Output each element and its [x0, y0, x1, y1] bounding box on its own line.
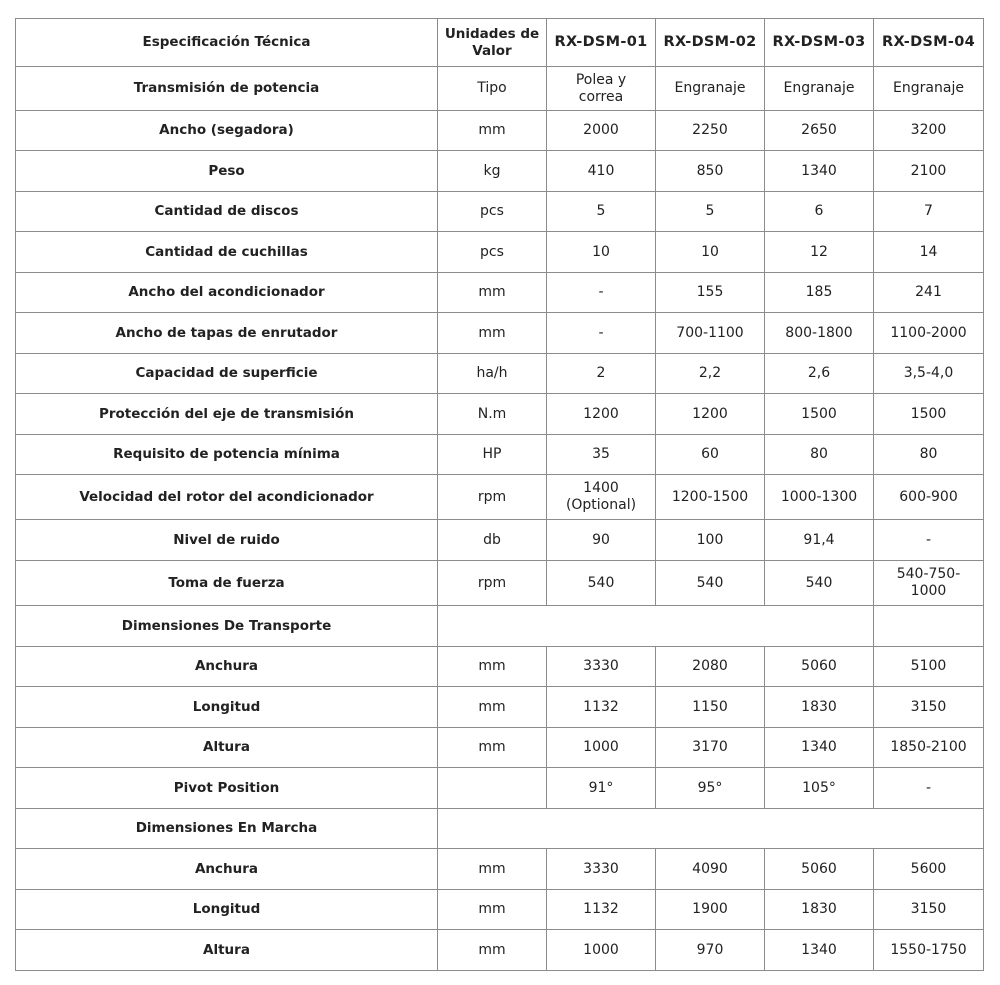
row-value: 1150: [656, 687, 765, 728]
row-value: 2100: [874, 151, 984, 192]
row-value: Polea y correa: [547, 67, 656, 111]
row-unit: pcs: [438, 232, 547, 273]
row-value: 91,4: [765, 520, 874, 561]
row-value: 700-1100: [656, 313, 765, 354]
table-row: [16, 313, 984, 354]
table-row-pivot: [16, 768, 984, 809]
row-value: 1400 (Optional): [547, 475, 656, 520]
row-value: 1340: [765, 151, 874, 192]
row-unit: HP: [438, 435, 547, 475]
row-label: Ancho de tapas de enrutador: [16, 313, 438, 354]
row-value: 1850-2100: [874, 728, 984, 768]
section-row-running: [16, 809, 984, 849]
row-value: 850: [656, 151, 765, 192]
table-row: [16, 520, 984, 561]
row-value: 800-1800: [765, 313, 874, 354]
row-value: 3330: [547, 849, 656, 890]
row-value: 1340: [765, 930, 874, 971]
row-value: 4090: [656, 849, 765, 890]
row-unit: rpm: [438, 561, 547, 606]
row-value: 3170: [656, 728, 765, 768]
row-value: 600-900: [874, 475, 984, 520]
row-value: -: [547, 313, 656, 354]
table-row: [16, 273, 984, 313]
table-row: [16, 111, 984, 151]
row-value: 3,5-4,0: [874, 354, 984, 394]
header-model-2: RX-DSM-02: [656, 19, 765, 67]
row-value: -: [874, 768, 984, 809]
table-row: [16, 394, 984, 435]
row-unit: ha/h: [438, 354, 547, 394]
row-unit: mm: [438, 728, 547, 768]
row-value: 1550-1750: [874, 930, 984, 971]
row-value: 2000: [547, 111, 656, 151]
row-value: 5: [656, 192, 765, 232]
table-row: [16, 475, 984, 520]
row-label: Protección del eje de transmisión: [16, 394, 438, 435]
table-row: [16, 728, 984, 768]
row-value: 100: [656, 520, 765, 561]
row-value: 540: [765, 561, 874, 606]
row-unit: mm: [438, 849, 547, 890]
row-value: 155: [656, 273, 765, 313]
row-label: Altura: [16, 728, 438, 768]
row-unit: rpm: [438, 475, 547, 520]
section-row-transport: [16, 606, 984, 647]
table-row: [16, 151, 984, 192]
header-row: [16, 19, 984, 67]
row-unit-blank: [438, 768, 547, 809]
row-value: 1200: [547, 394, 656, 435]
table-row: [16, 435, 984, 475]
row-label: Nivel de ruido: [16, 520, 438, 561]
row-value: 2080: [656, 647, 765, 687]
row-unit: db: [438, 520, 547, 561]
row-value: 5100: [874, 647, 984, 687]
row-label: Transmisión de potencia: [16, 67, 438, 111]
row-value: 12: [765, 232, 874, 273]
header-units: Unidades de Valor: [438, 19, 547, 67]
row-unit: mm: [438, 687, 547, 728]
row-value: -: [874, 520, 984, 561]
table-row: [16, 232, 984, 273]
row-unit: kg: [438, 151, 547, 192]
row-unit: Tipo: [438, 67, 547, 111]
row-value: 1100-2000: [874, 313, 984, 354]
table-row: [16, 930, 984, 971]
row-unit: mm: [438, 647, 547, 687]
row-value: 35: [547, 435, 656, 475]
row-value: 1132: [547, 687, 656, 728]
table-row: [16, 849, 984, 890]
row-value: 105°: [765, 768, 874, 809]
row-value: -: [547, 273, 656, 313]
row-unit: mm: [438, 273, 547, 313]
row-value: 6: [765, 192, 874, 232]
section-blank: [874, 606, 984, 647]
row-value: 1200: [656, 394, 765, 435]
table-row: [16, 67, 984, 111]
row-value: 2: [547, 354, 656, 394]
row-label: Longitud: [16, 890, 438, 930]
row-value: 2,2: [656, 354, 765, 394]
row-value: 241: [874, 273, 984, 313]
row-value: 60: [656, 435, 765, 475]
row-value: Engranaje: [765, 67, 874, 111]
row-value: 10: [656, 232, 765, 273]
row-value: 1500: [874, 394, 984, 435]
table-row: [16, 647, 984, 687]
section-blank: [438, 809, 984, 849]
table-row: [16, 687, 984, 728]
row-value: 80: [874, 435, 984, 475]
row-label: Cantidad de cuchillas: [16, 232, 438, 273]
row-label: Pivot Position: [16, 768, 438, 809]
row-value: 540: [547, 561, 656, 606]
row-value: 970: [656, 930, 765, 971]
table-row: [16, 561, 984, 606]
row-label: Capacidad de superficie: [16, 354, 438, 394]
row-value: 540: [656, 561, 765, 606]
row-value: 1830: [765, 890, 874, 930]
row-value: 95°: [656, 768, 765, 809]
row-value: 3150: [874, 890, 984, 930]
row-value: Engranaje: [874, 67, 984, 111]
row-value: 7: [874, 192, 984, 232]
row-value: 2650: [765, 111, 874, 151]
row-value: 5060: [765, 849, 874, 890]
row-label: Longitud: [16, 687, 438, 728]
row-value: 2250: [656, 111, 765, 151]
row-label: Requisito de potencia mínima: [16, 435, 438, 475]
row-value: 1340: [765, 728, 874, 768]
row-unit: pcs: [438, 192, 547, 232]
row-value: 1500: [765, 394, 874, 435]
row-unit: mm: [438, 890, 547, 930]
row-value: 91°: [547, 768, 656, 809]
header-model-1: RX-DSM-01: [547, 19, 656, 67]
row-value: 410: [547, 151, 656, 192]
row-label: Velocidad del rotor del acondicionador: [16, 475, 438, 520]
row-label: Peso: [16, 151, 438, 192]
row-value: 3150: [874, 687, 984, 728]
row-unit: mm: [438, 313, 547, 354]
row-value: 1132: [547, 890, 656, 930]
section-title-transport: Dimensiones De Transporte: [16, 606, 438, 647]
table-row: [16, 192, 984, 232]
table-row: [16, 354, 984, 394]
row-label: Toma de fuerza: [16, 561, 438, 606]
table-row: [16, 890, 984, 930]
row-unit: mm: [438, 930, 547, 971]
row-label: Anchura: [16, 849, 438, 890]
row-value: Engranaje: [656, 67, 765, 111]
header-model-4: RX-DSM-04: [874, 19, 984, 67]
row-value: 185: [765, 273, 874, 313]
row-value: 1830: [765, 687, 874, 728]
row-label: Ancho (segadora): [16, 111, 438, 151]
row-value: 1000: [547, 930, 656, 971]
row-unit: N.m: [438, 394, 547, 435]
section-blank: [438, 606, 874, 647]
spec-table: [15, 18, 984, 971]
row-value: 1000: [547, 728, 656, 768]
row-value: 1200-1500: [656, 475, 765, 520]
header-model-3: RX-DSM-03: [765, 19, 874, 67]
row-value: 540-750- 1000: [874, 561, 984, 606]
row-value: 10: [547, 232, 656, 273]
row-label: Anchura: [16, 647, 438, 687]
row-value: 3330: [547, 647, 656, 687]
row-value: 14: [874, 232, 984, 273]
row-value: 80: [765, 435, 874, 475]
row-value: 5: [547, 192, 656, 232]
row-label: Ancho del acondicionador: [16, 273, 438, 313]
header-spec: Especificación Técnica: [16, 19, 438, 67]
row-value: 2,6: [765, 354, 874, 394]
row-value: 1900: [656, 890, 765, 930]
row-label: Altura: [16, 930, 438, 971]
section-title-running: Dimensiones En Marcha: [16, 809, 438, 849]
row-unit: mm: [438, 111, 547, 151]
row-label: Cantidad de discos: [16, 192, 438, 232]
row-value: 3200: [874, 111, 984, 151]
row-value: 5060: [765, 647, 874, 687]
row-value: 90: [547, 520, 656, 561]
row-value: 5600: [874, 849, 984, 890]
row-value: 1000-1300: [765, 475, 874, 520]
